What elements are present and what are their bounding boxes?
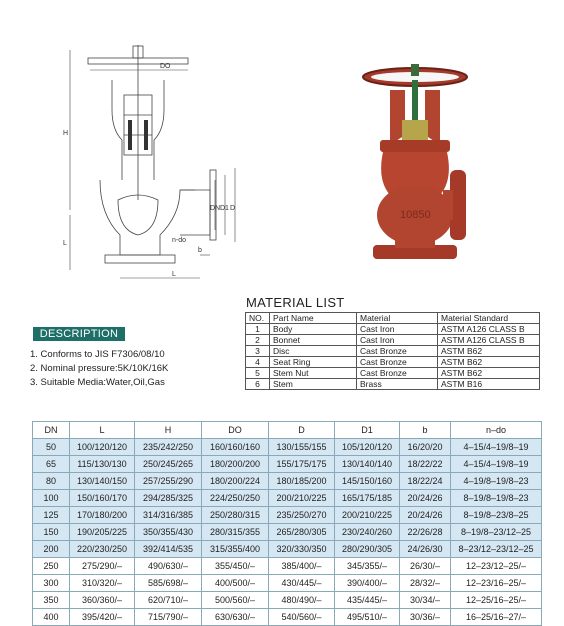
dim-ndo: 12–25/16–25/– — [451, 592, 542, 609]
material-list-table — [245, 312, 540, 390]
material-standard: ASTM B16 — [438, 379, 540, 390]
dim-d: 200/210/225 — [269, 490, 335, 507]
dim-d: 480/490/– — [269, 592, 335, 609]
material-standard: ASTM A126 CLASS B — [438, 324, 540, 335]
material-material: Cast Iron — [357, 335, 438, 346]
dim-l: 170/180/200 — [70, 507, 135, 524]
description-item: 2. Nominal pressure:5K/10K/16K — [30, 363, 169, 374]
dim-h: 294/285/325 — [135, 490, 202, 507]
dim-h: 585/698/– — [135, 575, 202, 592]
dim-header-l: L — [70, 422, 135, 439]
dim-l: 310/320/– — [70, 575, 135, 592]
dim-do: 180/200/200 — [202, 456, 269, 473]
dimensions-row — [33, 592, 542, 609]
material-standard: ASTM B62 — [438, 368, 540, 379]
material-material: Cast Bronze — [357, 368, 438, 379]
material-no: 2 — [246, 335, 270, 346]
dim-dn: 300 — [33, 575, 70, 592]
label-h: H — [63, 130, 69, 137]
material-row — [246, 357, 540, 368]
dim-d: 265/280/305 — [269, 524, 335, 541]
dimensions-row — [33, 490, 542, 507]
dim-d1: 105/120/120 — [335, 439, 400, 456]
dim-l: 100/120/120 — [70, 439, 135, 456]
dim-b: 26/30/– — [400, 558, 451, 575]
label-b: b — [198, 247, 202, 254]
material-no: 5 — [246, 368, 270, 379]
label-d1: D1 — [220, 205, 229, 212]
dim-dn: 250 — [33, 558, 70, 575]
dimensions-row — [33, 456, 542, 473]
dim-b: 20/24/26 — [400, 507, 451, 524]
dim-h: 250/245/265 — [135, 456, 202, 473]
material-row — [246, 346, 540, 357]
dim-dn: 150 — [33, 524, 70, 541]
material-material: Cast Bronze — [357, 346, 438, 357]
description-item: 1. Conforms to JIS F7306/08/10 — [30, 349, 165, 360]
material-standard: ASTM B62 — [438, 357, 540, 368]
description-list — [30, 348, 168, 390]
dim-do: 180/200/224 — [202, 473, 269, 490]
dim-b: 30/34/– — [400, 592, 451, 609]
dimensions-row — [33, 541, 542, 558]
dim-ndo: 8–19/8–19/8–23 — [451, 490, 542, 507]
dim-d: 130/155/155 — [269, 439, 335, 456]
material-part: Stem — [270, 379, 357, 390]
material-list-header-row — [246, 313, 540, 324]
material-row — [246, 368, 540, 379]
description-heading: DESCRIPTION — [33, 327, 125, 341]
dimensions-header-row — [33, 422, 542, 439]
dim-do: 630/630/– — [202, 609, 269, 626]
dim-d1: 390/400/– — [335, 575, 400, 592]
material-part: Bonnet — [270, 335, 357, 346]
dim-d1: 200/210/225 — [335, 507, 400, 524]
description-item: 3. Suitable Media:Water,Oil,Gas — [30, 377, 165, 388]
dim-dn: 80 — [33, 473, 70, 490]
material-no: 4 — [246, 357, 270, 368]
dim-do: 400/500/– — [202, 575, 269, 592]
dim-h: 620/710/– — [135, 592, 202, 609]
dim-h: 235/242/250 — [135, 439, 202, 456]
dim-h: 392/414/535 — [135, 541, 202, 558]
dim-d1: 145/150/160 — [335, 473, 400, 490]
dim-d: 385/400/– — [269, 558, 335, 575]
material-header-part: Part Name — [270, 313, 357, 324]
dim-b: 28/32/– — [400, 575, 451, 592]
packing-section — [128, 120, 132, 150]
dim-b: 18/22/24 — [400, 473, 451, 490]
dim-header-d1: D1 — [335, 422, 400, 439]
valve-technical-drawing — [60, 40, 260, 285]
dim-d: 540/560/– — [269, 609, 335, 626]
material-header-material: Material — [357, 313, 438, 324]
material-standard: ASTM B62 — [438, 346, 540, 357]
dimensions-row — [33, 558, 542, 575]
dim-dn: 125 — [33, 507, 70, 524]
dim-ndo: 12–23/16–25/– — [451, 575, 542, 592]
dim-ndo: 16–25/16–27/– — [451, 609, 542, 626]
dim-ndo: 4–15/4–19/8–19 — [451, 456, 542, 473]
dim-ndo: 8–23/12–23/12–25 — [451, 541, 542, 558]
dim-header-ndo: n–do — [451, 422, 542, 439]
dim-header-d: D — [269, 422, 335, 439]
material-list-title: MATERIAL LIST — [246, 295, 345, 310]
dim-b: 16/20/20 — [400, 439, 451, 456]
dim-h: 715/790/– — [135, 609, 202, 626]
dim-l: 275/290/– — [70, 558, 135, 575]
dimensions-row — [33, 507, 542, 524]
dim-do: 160/160/160 — [202, 439, 269, 456]
material-material: Brass — [357, 379, 438, 390]
dim-b: 30/36/– — [400, 609, 451, 626]
material-no: 6 — [246, 379, 270, 390]
dim-l: 115/130/130 — [70, 456, 135, 473]
dim-d: 320/330/350 — [269, 541, 335, 558]
dim-do: 315/355/400 — [202, 541, 269, 558]
dim-d: 430/445/– — [269, 575, 335, 592]
label-dn: DN — [210, 205, 221, 212]
material-standard: ASTM A126 CLASS B — [438, 335, 540, 346]
dim-b: 20/24/26 — [400, 490, 451, 507]
dim-ndo: 8–19/8–23/8–25 — [451, 507, 542, 524]
dim-dn: 200 — [33, 541, 70, 558]
dim-do: 224/250/250 — [202, 490, 269, 507]
dim-do: 500/560/– — [202, 592, 269, 609]
dim-l: 190/205/225 — [70, 524, 135, 541]
material-no: 1 — [246, 324, 270, 335]
dim-l: 130/140/150 — [70, 473, 135, 490]
dim-l: 150/160/170 — [70, 490, 135, 507]
dim-h: 257/255/290 — [135, 473, 202, 490]
dim-header-b: b — [400, 422, 451, 439]
dim-d1: 230/240/260 — [335, 524, 400, 541]
material-material: Cast Iron — [357, 324, 438, 335]
dim-l: 220/230/250 — [70, 541, 135, 558]
dim-ndo: 12–23/12–25/– — [451, 558, 542, 575]
dimensions-row — [33, 473, 542, 490]
material-material: Cast Bronze — [357, 357, 438, 368]
label-l-bottom: L — [172, 271, 176, 278]
dim-d: 155/175/175 — [269, 456, 335, 473]
dimensions-table — [32, 421, 542, 626]
dim-header-do: DO — [202, 422, 269, 439]
label-do: DO — [160, 63, 171, 70]
dim-ndo: 4–19/8–19/8–23 — [451, 473, 542, 490]
material-header-no: NO. — [246, 313, 270, 324]
dim-dn: 100 — [33, 490, 70, 507]
body-cast-marking: 10850 — [400, 209, 431, 221]
dim-d1: 280/290/305 — [335, 541, 400, 558]
dim-l: 360/360/– — [70, 592, 135, 609]
dim-do: 355/450/– — [202, 558, 269, 575]
dim-d1: 495/510/– — [335, 609, 400, 626]
dimensions-row — [33, 575, 542, 592]
dim-d1: 130/140/140 — [335, 456, 400, 473]
dim-b: 22/26/28 — [400, 524, 451, 541]
dim-d: 180/185/200 — [269, 473, 335, 490]
dim-h: 490/630/– — [135, 558, 202, 575]
dim-d1: 165/175/185 — [335, 490, 400, 507]
dim-l: 395/420/– — [70, 609, 135, 626]
label-ndo: n-do — [172, 237, 187, 244]
material-part: Body — [270, 324, 357, 335]
dim-dn: 400 — [33, 609, 70, 626]
dim-d1: 345/355/– — [335, 558, 400, 575]
dim-dn: 50 — [33, 439, 70, 456]
material-row — [246, 335, 540, 346]
dim-header-h: H — [135, 422, 202, 439]
dim-d: 235/250/270 — [269, 507, 335, 524]
dim-dn: 350 — [33, 592, 70, 609]
material-part: Disc — [270, 346, 357, 357]
dim-ndo: 8–19/8–23/12–25 — [451, 524, 542, 541]
material-part: Stem Nut — [270, 368, 357, 379]
label-l-left: L — [63, 240, 67, 247]
dim-ndo: 4–15/4–19/8–19 — [451, 439, 542, 456]
material-part: Seat Ring — [270, 357, 357, 368]
material-header-standard: Material Standard — [438, 313, 540, 324]
dim-h: 314/316/385 — [135, 507, 202, 524]
dimensions-row — [33, 609, 542, 626]
dim-dn: 65 — [33, 456, 70, 473]
dim-header-dn: DN — [33, 422, 70, 439]
dim-do: 250/280/315 — [202, 507, 269, 524]
material-row — [246, 379, 540, 390]
dim-h: 350/355/430 — [135, 524, 202, 541]
dimensions-row — [33, 439, 542, 456]
dim-b: 24/26/30 — [400, 541, 451, 558]
material-no: 3 — [246, 346, 270, 357]
dim-do: 280/315/355 — [202, 524, 269, 541]
dim-d1: 435/445/– — [335, 592, 400, 609]
label-d: D — [230, 205, 236, 212]
dim-b: 18/22/22 — [400, 456, 451, 473]
dimensions-row — [33, 524, 542, 541]
valve-photo — [355, 60, 480, 285]
material-row — [246, 324, 540, 335]
